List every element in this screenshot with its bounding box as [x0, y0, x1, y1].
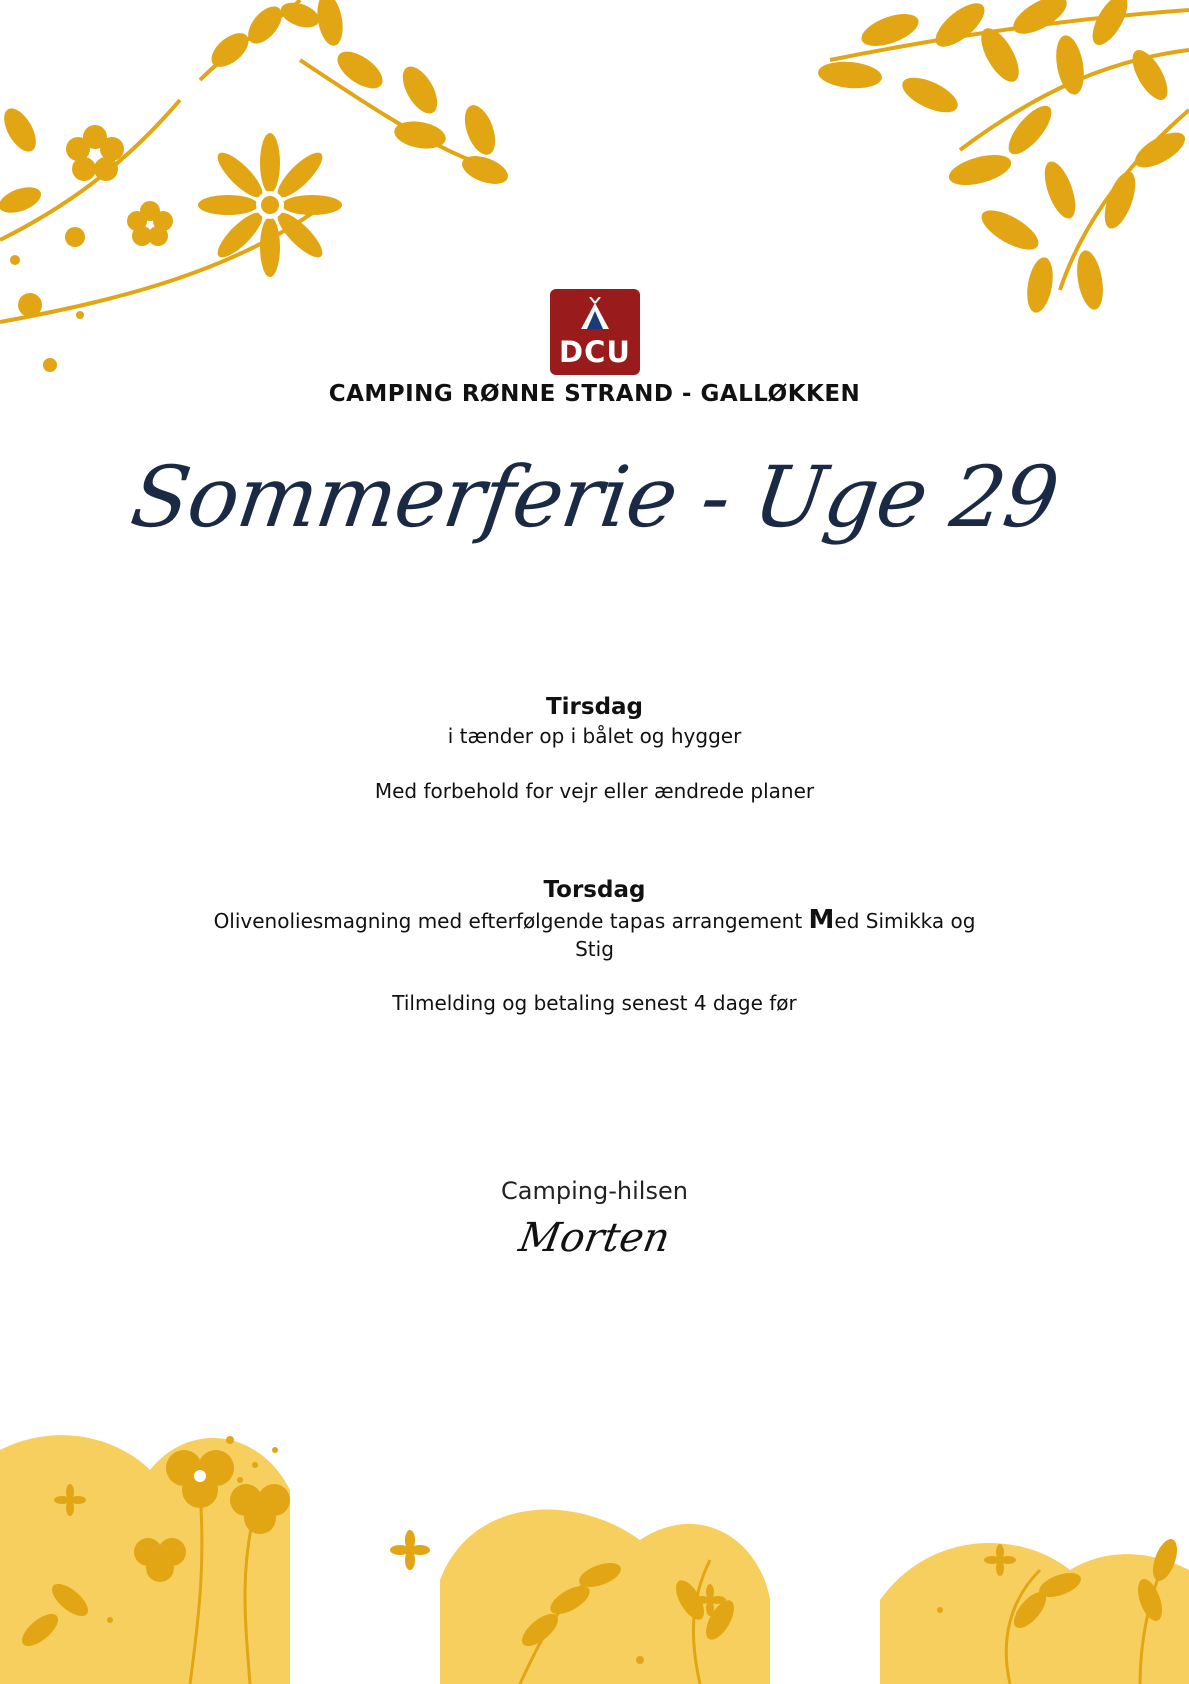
- closing-greeting: Camping-hilsen: [501, 1177, 688, 1205]
- logo-text: DCU: [559, 335, 631, 369]
- camp-name: CAMPING RØNNE STRAND - GALLØKKEN: [328, 381, 861, 407]
- event-description-emph: M: [808, 905, 835, 935]
- dcu-logo: [550, 289, 640, 375]
- event-description: [0, 905, 1189, 935]
- signature: Morten: [515, 1215, 674, 1261]
- event-tirsdag: [0, 694, 1189, 803]
- page-title: Sommerferie - Uge 29: [125, 448, 1064, 546]
- event-torsdag: [0, 877, 1189, 1015]
- tent-icon: [579, 297, 611, 331]
- event-note: Med forbehold for vejr eller ændrede planer: [374, 779, 815, 803]
- event-description-line2: Stig: [575, 937, 614, 961]
- event-description-part2: ed Simikka og: [834, 909, 976, 933]
- event-description-part1: Olivenoliesmagning med efterfølgende tapas arrangement: [213, 909, 809, 933]
- event-description: i tænder op i bålet og hygger: [447, 724, 742, 748]
- event-note: Tilmelding og betaling senest 4 dage før: [392, 991, 797, 1015]
- event-day: Torsdag: [543, 877, 646, 903]
- event-day: Tirsdag: [545, 694, 644, 720]
